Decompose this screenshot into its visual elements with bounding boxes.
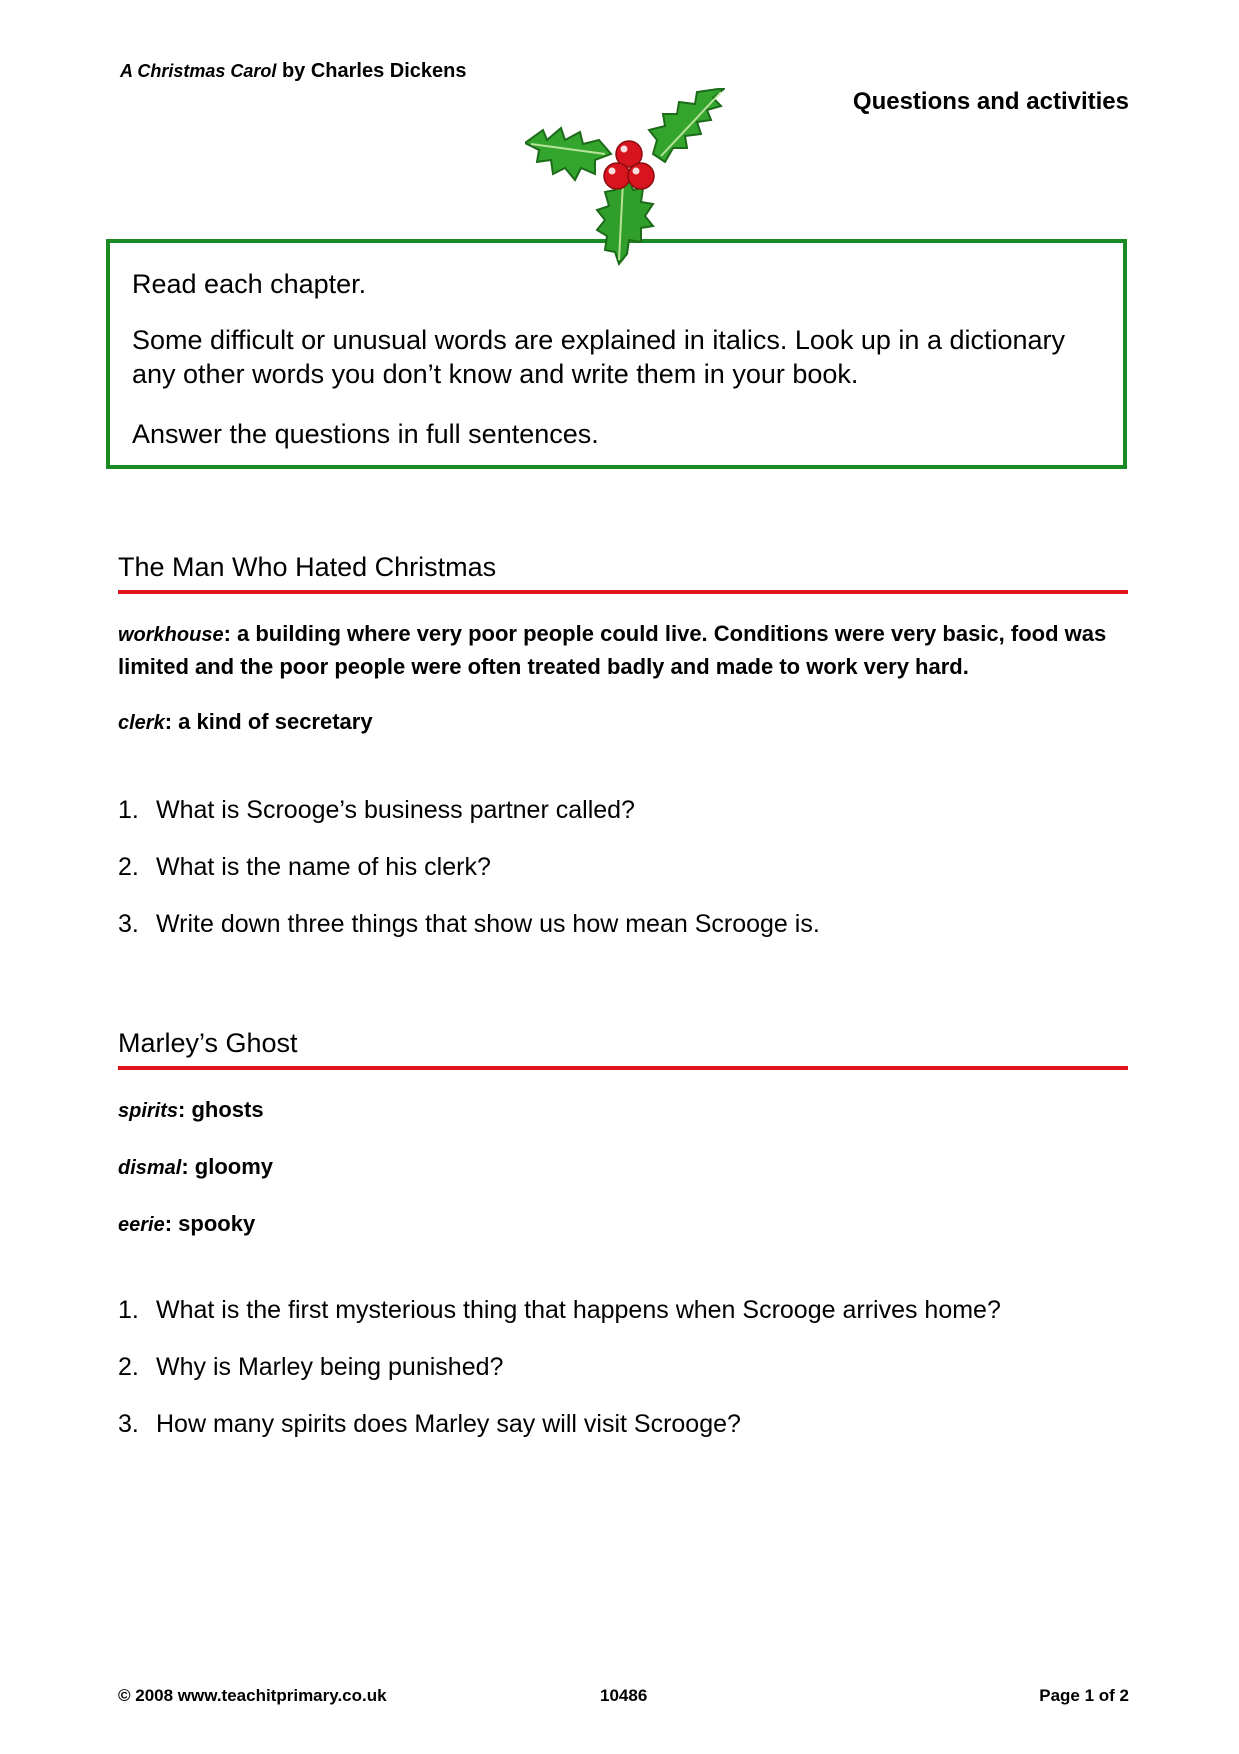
glossary-term: workhouse <box>118 624 224 646</box>
question-number: 1. <box>118 796 139 824</box>
glossary-definition: : a kind of secretary <box>164 709 373 734</box>
document-title <box>120 60 466 83</box>
question-text: Why is Marley being punished? <box>156 1353 504 1381</box>
glossary-definition: : a building where very poor people could live. Conditions were very basic, food was limited and the poor people were often treated badly and made to work very hard. <box>118 621 1107 679</box>
glossary-term: eerie <box>118 1214 165 1236</box>
glossary-entry <box>118 1151 1128 1184</box>
question-item <box>118 796 635 825</box>
question-item <box>118 1296 1001 1325</box>
question-text: Write down three things that show us how mean Scrooge is. <box>156 910 820 938</box>
question-item <box>118 1353 503 1382</box>
instruction-line: Answer the questions in full sentences. <box>132 419 599 449</box>
section-divider <box>118 1066 1128 1070</box>
question-item <box>118 853 491 882</box>
glossary-entry <box>118 1208 1128 1241</box>
question-text: What is Scrooge’s business partner called? <box>156 796 635 824</box>
glossary-term: dismal <box>118 1157 182 1179</box>
worksheet-type: Questions and activities <box>852 88 1129 115</box>
question-item <box>118 1410 741 1439</box>
question-number: 1. <box>118 1296 139 1324</box>
footer-page-number: Page 1 of 2 <box>1039 1686 1129 1705</box>
instruction-line: Read each chapter. <box>132 269 367 299</box>
footer-resource-code: 10486 <box>600 1686 648 1705</box>
question-text: What is the first mysterious thing that happens when Scrooge arrives home? <box>156 1296 1001 1324</box>
holly-icon <box>525 88 725 278</box>
book-title: A Christmas Carol <box>120 61 277 81</box>
glossary-definition: : spooky <box>164 1211 256 1236</box>
glossary-definition: : ghosts <box>178 1097 264 1122</box>
author-line: by Charles Dickens <box>281 60 467 82</box>
section-title: The Man Who Hated Christmas <box>118 552 497 582</box>
glossary-term: spirits <box>118 1100 179 1122</box>
glossary-entry <box>118 618 1128 683</box>
question-text: What is the name of his clerk? <box>156 853 491 881</box>
question-number: 3. <box>118 1410 139 1438</box>
glossary-term: clerk <box>118 712 165 734</box>
section-divider <box>118 590 1128 594</box>
question-number: 3. <box>118 910 139 938</box>
glossary-entry <box>118 706 1128 739</box>
glossary-entry <box>118 1094 1128 1127</box>
instruction-line: Some difficult or unusual words are explained in italics. Look up in a dictionary any other words you don’t know and write them in your book. <box>132 325 1066 389</box>
question-text: How many spirits does Marley say will visit Scrooge? <box>156 1410 741 1438</box>
section-title: Marley’s Ghost <box>118 1028 298 1058</box>
question-number: 2. <box>118 853 139 881</box>
footer-copyright: © 2008 www.teachitprimary.co.uk <box>118 1686 387 1705</box>
question-number: 2. <box>118 1353 139 1381</box>
glossary-definition: : gloomy <box>181 1154 274 1179</box>
question-item <box>118 910 820 939</box>
